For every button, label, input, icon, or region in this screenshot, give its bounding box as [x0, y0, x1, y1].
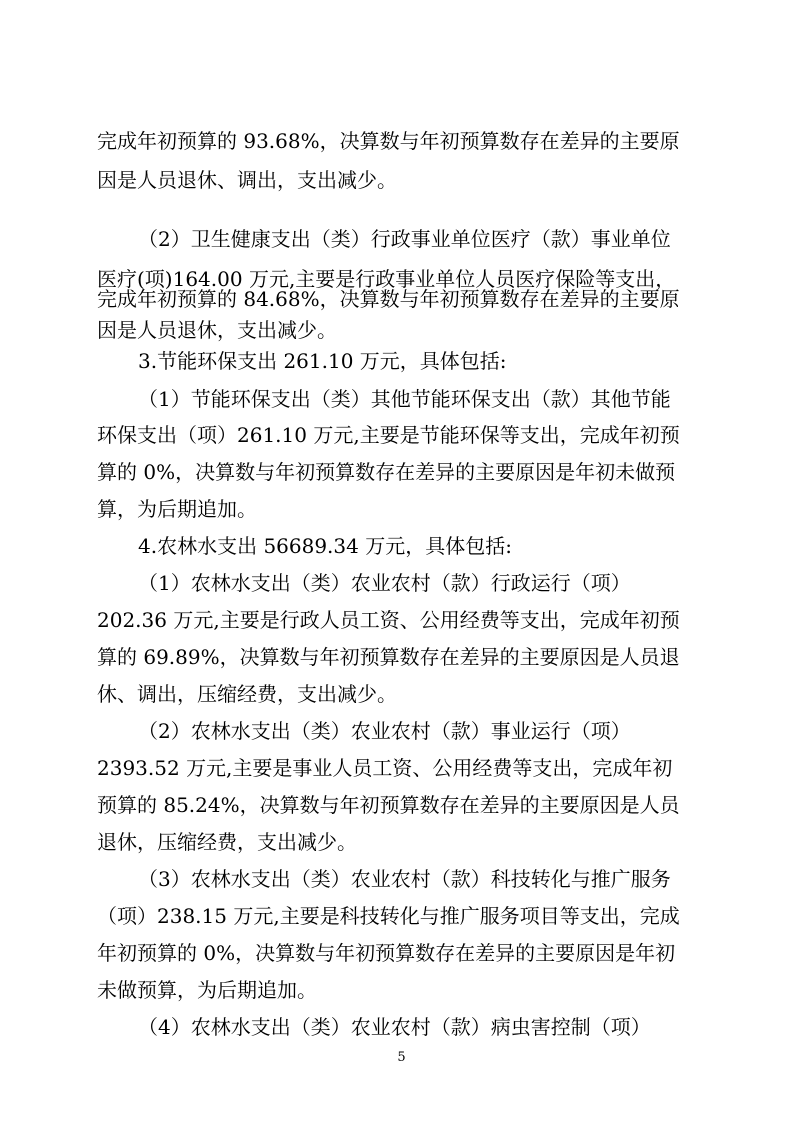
text-line: 算的 69.89%，决算数与年初预算数存在差异的主要原因是人员退	[97, 645, 680, 669]
text-line: 休、调出，压缩经费，支出减少。	[97, 682, 397, 706]
text-line: 算的 0%，决算数与年初预算数存在差异的主要原因是年初未做预	[97, 460, 676, 484]
text-line: 3.节能环保支出 261.10 万元，具体包括:	[138, 349, 507, 373]
text-line: 4.农林水支出 56689.34 万元，具体包括:	[138, 534, 512, 558]
text-line: 完成年初预算的 84.68%，决算数与年初预算数存在差异的主要原	[97, 287, 680, 311]
text-line: 环保支出（项）261.10 万元,主要是节能环保等支出，完成年初预	[97, 423, 680, 447]
text-line: 预算的 85.24%，决算数与年初预算数存在差异的主要原因是人员	[97, 793, 680, 817]
text-line: 退休，压缩经费，支出减少。	[97, 830, 357, 854]
text-line: 因是人员退休，支出减少。	[97, 318, 337, 342]
text-line: （1）节能环保支出（类）其他节能环保支出（款）其他节能	[138, 387, 671, 411]
text-line: （2）农林水支出（类）农业农村（款）事业运行（项）	[138, 719, 631, 743]
text-line: 未做预算，为后期追加。	[97, 978, 317, 1002]
text-line: 202.36 万元,主要是行政人员工资、公用经费等支出，完成年初预	[97, 608, 680, 632]
text-line: （4）农林水支出（类）农业农村（款）病虫害控制（项）	[138, 1015, 651, 1039]
text-line: （2）卫生健康支出（类）行政事业单位医疗（款）事业单位	[138, 227, 671, 251]
text-line: 年初预算的 0%，决算数与年初预算数存在差异的主要原因是年初	[97, 941, 676, 965]
text-line: 因是人员退休、调出，支出减少。	[97, 168, 397, 192]
page-number: 5	[397, 1050, 406, 1065]
text-line: 完成年初预算的 93.68%，决算数与年初预算数存在差异的主要原	[97, 129, 680, 153]
text-line: （1）农林水支出（类）农业农村（款）行政运行（项）	[138, 571, 631, 595]
text-line: 算，为后期追加。	[97, 497, 257, 521]
text-line: 2393.52 万元,主要是事业人员工资、公用经费等支出，完成年初	[97, 756, 673, 780]
text-line: 医疗(项)164.00 万元,主要是行政事业单位人员医疗保险等支出，	[97, 267, 676, 291]
text-line: （项）238.15 万元,主要是科技转化与推广服务项目等支出，完成	[97, 904, 680, 928]
text-line: （3）农林水支出（类）农业农村（款）科技转化与推广服务	[138, 867, 671, 891]
